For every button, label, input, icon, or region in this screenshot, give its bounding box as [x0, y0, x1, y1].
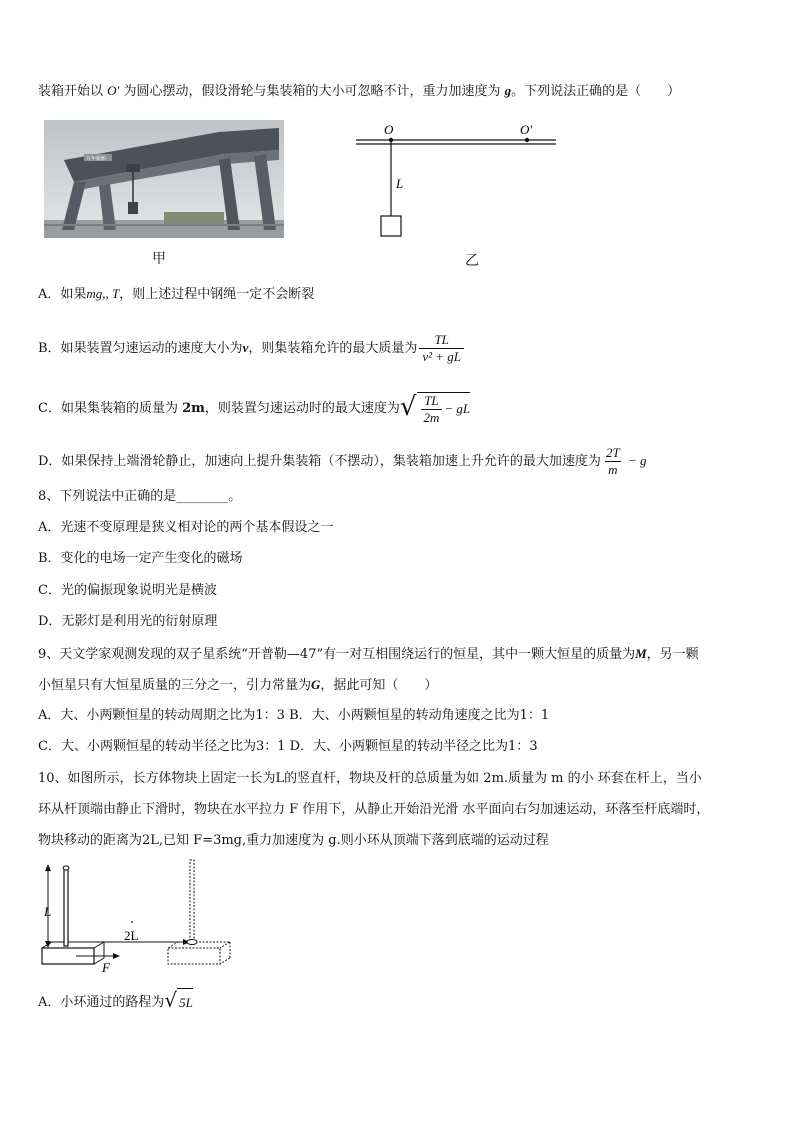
q10-stem-line2: 环从杆顶端由静止下滑时，物块在水平拉力 F 作用下，从静止开始沿光滑 水平面向右匀加速运动，环落至杆底端时， — [38, 802, 710, 817]
q7-c-fraction — [421, 394, 443, 425]
rod-start — [64, 868, 68, 946]
q7-c-pre: C．如果集装箱的质量为 — [38, 401, 183, 416]
intro-g: g — [504, 83, 512, 98]
dimension-L-label: L — [44, 904, 52, 919]
block-end — [168, 948, 220, 964]
ring-end — [187, 940, 197, 945]
q8-option-b: B．变化的电场一定产生变化的磁场 — [38, 551, 243, 566]
figure-caption-jia: 甲 — [152, 251, 166, 267]
q9-stem-line1 — [38, 645, 699, 664]
intro-text-pre: 装箱开始以 — [38, 84, 108, 99]
intro-pivot: O′ — [107, 83, 120, 98]
intro-text-end: 。下列说法正确的是（ ） — [511, 84, 681, 99]
q7-d-fraction — [603, 446, 623, 477]
q7-option-d — [38, 446, 646, 477]
crane-sign-text: 万年船舶 — [86, 156, 107, 162]
q7-d-den: m — [605, 461, 620, 477]
q8-stem: 8、下列说法中正确的是________。 — [38, 489, 242, 504]
force-F-label: F — [102, 960, 110, 975]
sqrt-sign: √ — [164, 988, 178, 1012]
q7-option-a — [38, 285, 314, 304]
q7-c-sqrt — [400, 392, 470, 425]
container-box — [381, 216, 401, 236]
q10-option-a — [38, 988, 193, 1017]
q9-line2-a: 小恒星只有大恒星质量的三分之一，引力常量为 — [38, 678, 312, 693]
q9-stem-line2 — [38, 676, 437, 695]
q9-line1-a: 9、天文学家观测发现的双子星系统“开普勒—47”有一对互相围绕运行的恒星，其中一颗大恒星的质量为 — [38, 647, 636, 662]
intro-line — [38, 82, 680, 101]
intro-text-post: 为圆心摆动，假设滑轮与集装箱的大小可忽略不计，重力加速度为 — [119, 84, 505, 99]
ring-start — [63, 866, 69, 870]
q7-b-fraction — [419, 333, 464, 364]
label-O: O — [384, 122, 394, 137]
ring-rod-diagram — [38, 858, 238, 976]
q10-stem-line3: 物块移动的距离为2L,已知 F=3mg,重力加速度为 g.则小环从顶端下落到底端的运动过程 — [38, 833, 549, 848]
q7-a-post: ，则上述过程中钢绳一定不会断裂 — [119, 287, 315, 302]
q8-option-a: A．光速不变原理是狭义相对论的两个基本假设之一 — [38, 520, 334, 535]
q8-option-d: D．无影灯是利用光的衍射原理 — [38, 614, 218, 629]
q7-c-sqrt-body — [417, 392, 471, 425]
q10-a-sqrt — [164, 988, 192, 1017]
q7-d-tail: − g — [624, 453, 647, 468]
q7-c-tail: − gL — [444, 401, 471, 416]
q7-option-b — [38, 333, 466, 364]
q7-c-den: 2m — [421, 409, 443, 425]
q9-options-ab: A．大、小两颗恒星的转动周期之比为1：3 B．大、小两颗恒星的转动角速度之比为1：1 — [38, 708, 550, 723]
q9-G: G — [311, 677, 321, 692]
pendulum-diagram — [352, 118, 562, 244]
dimension-2L-label: 2L — [124, 928, 139, 943]
q7-a-pre: A．如果 — [38, 287, 87, 302]
label-O-prime: O′ — [520, 122, 533, 137]
figure-caption-yi: 乙 — [465, 253, 479, 269]
q7-c-num: TL — [424, 392, 439, 408]
q10-stem-line1: 10、如图所示，长方体物块上固定一长为L的竖直杆，物块及杆的总质量为如 2m.质量为 m 的小 环套在杆上，当小 — [38, 771, 702, 786]
q7-d-num: 2T — [605, 445, 620, 460]
crane-photo — [44, 120, 284, 238]
q7-b-pre: B．如果装置匀速运动的速度大小为 — [38, 341, 243, 356]
crane-photo-image — [44, 120, 284, 238]
q9-options-cd: C．大、小两颗恒星的转动半径之比为3：1 D．大、小两颗恒星的转动半径之比为1：3 — [38, 739, 538, 754]
rod-end — [190, 860, 194, 942]
q7-b-v: v — [242, 340, 249, 355]
q9-line1-b: ，另一颗 — [646, 647, 699, 662]
q10-a-sqrt-body — [177, 988, 193, 1017]
q9-line2-b: ，据此可知（ ） — [320, 678, 438, 693]
q10-a-math: 5L — [179, 995, 193, 1010]
q10-a-pre: A．小环通过的路程为 — [38, 995, 165, 1010]
q7-d-pre: D．如果保持上端滑轮静止，加速向上提升集装箱（不摆动），集装箱加速上升允许的最大加速度为 — [38, 454, 601, 469]
q7-option-c — [38, 392, 470, 425]
q7-a-math: mg,, T — [86, 286, 120, 301]
q7-b-den: v² + gL — [419, 348, 464, 364]
q9-M: M — [635, 646, 647, 661]
q7-b-num: TL — [434, 332, 449, 347]
sqrt-sign: √ — [399, 392, 417, 422]
q8-option-c: C．光的偏振现象说明光是横波 — [38, 583, 217, 598]
q7-b-mid: ，则集装箱允许的最大质量为 — [248, 341, 418, 356]
q7-c-mid: ，则装置匀速运动时的最大速度为 — [204, 401, 400, 416]
q7-c-m: 2m — [182, 401, 205, 416]
label-L: L — [396, 176, 404, 191]
pulley-O2 — [525, 138, 529, 142]
